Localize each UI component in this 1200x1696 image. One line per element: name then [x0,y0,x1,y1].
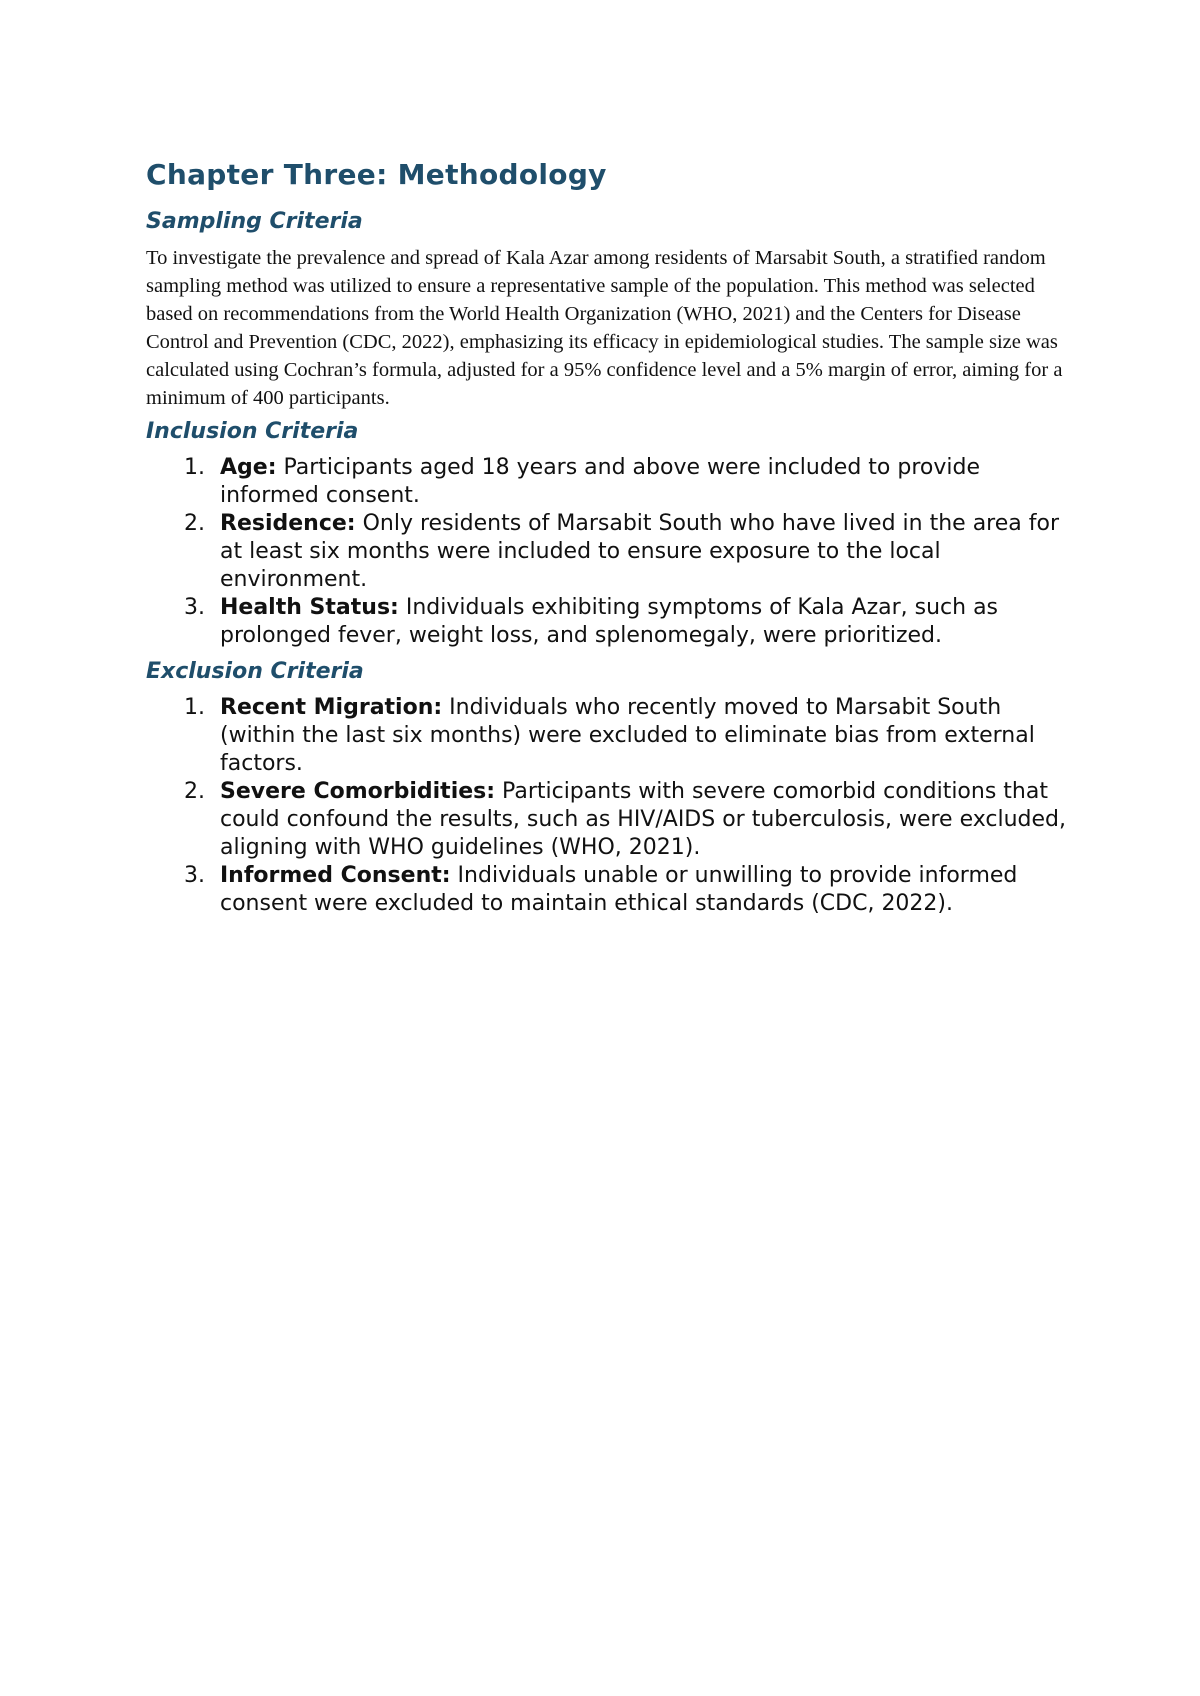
criterion-text: Individuals who recently moved to Marsabit South (within the last six months) were excluded to eliminate bias from external factors. [220,695,1035,776]
list-number: 1. [184,455,205,480]
list-number: 2. [184,511,205,536]
list-number: 1. [184,695,205,720]
list-number: 3. [184,863,205,888]
inclusion-item-residence [146,510,1066,594]
criterion-text: Participants aged 18 years and above were included to provide informed consent. [220,455,980,508]
exclusion-criteria-heading: Exclusion Criteria [146,659,364,684]
criterion-text: Individuals exhibiting symptoms of Kala Azar, such as prolonged fever, weight loss, and splenomegaly, were prioritized. [220,595,999,648]
exclusion-criteria-list [146,694,1066,918]
criterion-term: Severe Comorbidities: [220,779,496,804]
criterion-text: Only residents of Marsabit South who have lived in the area for at least six months were included to ensure exposure to the local environment. [220,511,1059,592]
inclusion-item-health-status [146,594,1066,650]
criterion-term: Recent Migration: [220,695,443,720]
criterion-term: Residence: [220,511,356,536]
list-number: 2. [184,779,205,804]
criterion-text: Participants with severe comorbid conditions that could confound the results, such as HIV/AIDS or tuberculosis, were excluded, aligning with WHO guidelines (WHO, 2021). [220,779,1066,860]
criterion-text: Individuals unable or unwilling to provide informed consent were excluded to maintain ethical standards (CDC, 2022). [220,863,1018,916]
exclusion-item-severe-comorbidities [146,778,1066,862]
criterion-term: Informed Consent: [220,863,451,888]
sampling-criteria-heading: Sampling Criteria [146,209,363,234]
criterion-term: Age: [220,455,277,480]
list-number: 3. [184,595,205,620]
sampling-criteria-paragraph: To investigate the prevalence and spread of Kala Azar among residents of Marsabit South, a stratified random sampling method was utilized to ensure a representative sample of the population. This method was selected based on recommendations from the World Health Organization (WHO, 2021) and the Centers for Disease Control and Prevention (CDC, 2022), emphasizing its efficacy in epidemiological studies. The sample size was calculated using Cochran’s formula, adjusted for a 95% confidence level and a 5% margin of error, aiming for a minimum of 400 participants. [146,247,1063,409]
criterion-term: Health Status: [220,595,399,620]
inclusion-criteria-heading: Inclusion Criteria [146,419,359,444]
document-content [146,158,1066,926]
exclusion-item-recent-migration [146,694,1066,778]
exclusion-item-informed-consent [146,862,1066,918]
inclusion-criteria-list [146,454,1066,650]
inclusion-item-age [146,454,1066,510]
chapter-title: Chapter Three: Methodology [146,158,607,191]
